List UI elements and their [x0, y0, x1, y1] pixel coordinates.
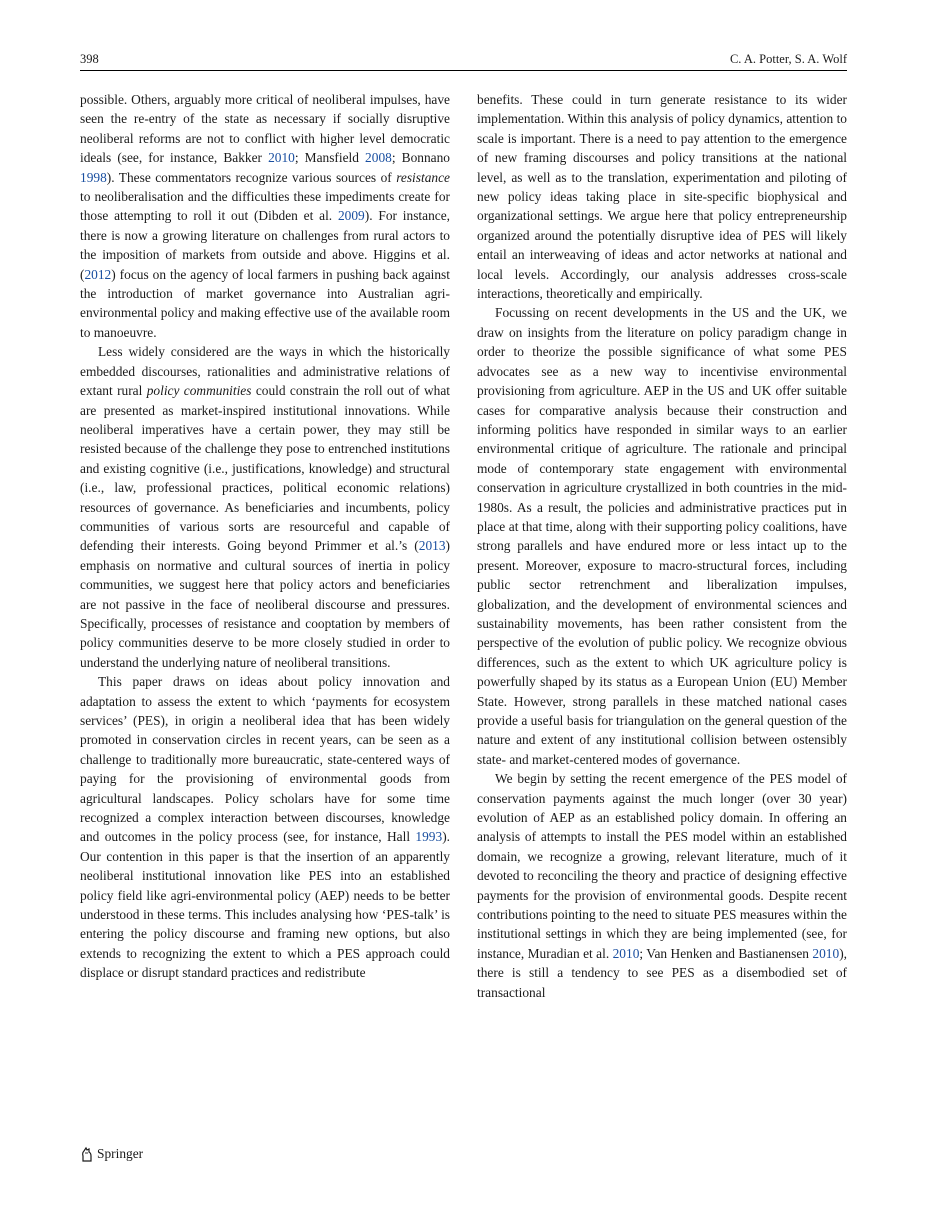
citation-link[interactable]: 1993	[415, 829, 443, 845]
citation-link[interactable]: 2010	[268, 150, 295, 166]
paragraph: Less widely considered are the ways in which the historically embedded discourses, rationalities and administrative relations of extant rural policy communities could constrain the roll out of what are presented as market-inspired institutional innovations. While neoliberal imperatives have a certain power, they may still be resisted because of the challenge they pose to entrenched institutions and existing cognitive (i.e., justifications, knowledge) and structural (i.e., law, professional practices, political economic relations) resources of governance. As beneficiaries and incumbents, policy communities of various sorts are resourceful and capable of defending their interests. Going beyond Primmer et al.’s (2013) emphasis on normative and cultural sources of inertia in policy communities, we suggest here that policy actors and beneficiaries are not passive in the face of neoliberal discourse and pressures. Specifically, processes of resistance and cooptation by members of policy communities deserve to be more closely studied in order to understand the underlying nature of neoliberal transitions.	[80, 344, 450, 670]
running-head-authors: C. A. Potter, S. A. Wolf	[729, 52, 847, 66]
citation-link[interactable]: 2008	[365, 150, 392, 166]
citation-link[interactable]: 2010	[612, 945, 640, 961]
citation-link[interactable]: 2013	[418, 538, 446, 554]
left-column	[80, 90, 450, 983]
paragraph: benefits. These could in turn generate resistance to its wider implementation. Within this analysis of policy dynamics, attention to scale is important. There is a need to pay attention to the emergence of new framing discourses and policy transitions at the national level, as well as to the translation, experimentation and piloting of new policy ideas taking place in site-specific biophysical and organizational settings. We argue here that policy entrepreneurship organized around the potentially disruptive idea of PES will likely entail an interweaving of ideas and actor networks at national and local levels. Accordingly, our analysis addresses cross-scale interactions, theoretically and empirically.	[477, 92, 847, 302]
header-rule	[80, 70, 847, 71]
springer-horse-icon	[80, 1146, 94, 1163]
emphasis: resistance	[396, 169, 450, 185]
page-footer	[80, 1145, 143, 1163]
citation-link[interactable]: 2012	[84, 266, 112, 282]
citation-link[interactable]: 1998	[80, 169, 107, 185]
paragraph: possible. Others, arguably more critical of neoliberal impulses, have seen the re-entry of the state as necessary if socially disruptive neoliberal reforms are not to conflict with higher level democratic ideals (see, for instance, Bakker 2010; Mansfield 2008; Bonnano 1998). These commentators recognize various sources of resistance to neoliberalisation and the difficulties these impediments create for those attempting to roll it out (Dibden et al. 2009). For instance, there is now a growing literature on challenges from rural actors to the imposition of markets from outside and above. Higgins et al. (2012) focus on the agency of local farmers in pushing back against the introduction of market governance into Australian agri-environmental policy and making effective use of the available room to manoeuvre.	[80, 92, 451, 340]
emphasis: policy communities	[146, 383, 252, 399]
right-column	[477, 90, 847, 1002]
paragraph: Focussing on recent developments in the US and the UK, we draw on insights from the literature on policy paradigm change in order to theorize the possible significance of what some PES advocates see as a new way to incentivise environmental provisioning from agriculture. AEP in the US and UK offer suitable cases for comparative analysis because their construction and informing politics have responded in similar ways to an earlier environmental critique of agriculture. The rationale and principal mode of contemporary state engagement with environmental conservation in agriculture crystallized in both countries in the mid-1980s. As a result, the policies and administrative practices put in place at that time, along with their supporting policy coalitions, have strong parallels and have endured more or less intact up to the present. Moreover, exposure to macro-structural forces, including public sector retrenchment and liberalization impulses, globalization, and the development of environmental sciences and sustainability movements, has been rather consistent from the perspective of the evolution of public policy. We recognize obvious differences, such as the extent to which UK agriculture policy is powerfully shaped by its status as a European Union (EU) Member State. However, strong parallels in these matched national cases provide a useful basis for triangulation on the general question of the nature and extent of any institutional collision between ostensibly state- and market-centered modes of governance.	[477, 305, 847, 767]
citation-link[interactable]: 2009	[337, 208, 365, 224]
publisher-name: Springer	[97, 1146, 144, 1161]
citation-link[interactable]: 2010	[812, 945, 840, 961]
page-number: 398	[80, 52, 99, 66]
paragraph: This paper draws on ideas about policy innovation and adaptation to assess the extent to which ‘payments for ecosystem services’ (PES), in origin a neoliberal idea that has been widely promoted in conservation circles in recent years, can be seen as a challenge to traditionally more bureaucratic, state-centered ways of paying for the provisioning of environmental goods from agricultural landscapes. Policy scholars have for some time recognized a complex interaction between discourses, knowledge and outcomes in the policy process (see, for instance, Hall 1993). Our contention in this paper is that the insertion of an apparently neoliberal institutional innovation like PES into an established policy field like agri-environmental policy (AEP) needs to be better understood in these terms. This includes analysing how ‘PES-talk’ is entering the policy discourse and framing new options, but also extends to recognizing the extent to which a PES approach could displace or disrupt standard practices and redistribute	[80, 674, 450, 981]
paragraph: We begin by setting the recent emergence of the PES model of conservation payments against the much longer (over 30 year) evolution of AEP as an established policy domain. In offering an analysis of attempts to install the PES model within an established domain, we recognize a growing, relevant literature, much of it devoted to reconciling the theory and practice of designing effective payments for the provision of environmental goods. Despite recent contributions pointing to the need to situate PES measures within the institutional settings in which they are being implemented (see, for instance, Muradian et al. 2010; Van Henken and Bastianensen 2010), there is still a tendency to see PES as a disembodied set of transactional	[477, 771, 847, 1000]
